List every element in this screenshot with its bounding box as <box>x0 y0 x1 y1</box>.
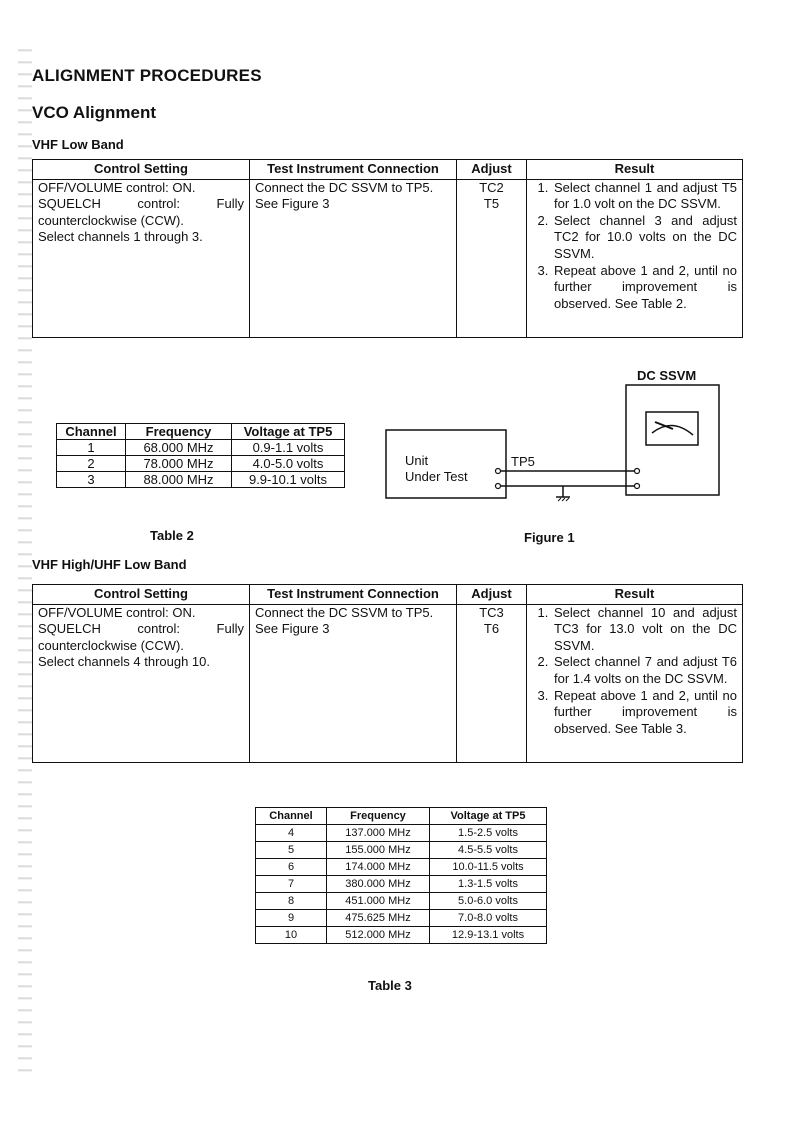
frequency-cell: 380.000 MHz <box>327 876 430 893</box>
header-adjust: Adjust <box>457 585 527 605</box>
header-channel: Channel <box>57 424 126 440</box>
voltage-cell: 5.0-6.0 volts <box>430 893 547 910</box>
header-result: Result <box>527 585 743 605</box>
frequency-cell: 475.625 MHz <box>327 910 430 927</box>
terminal <box>635 469 640 474</box>
voltage-cell: 4.5-5.5 volts <box>430 842 547 859</box>
table-row <box>57 472 345 488</box>
result-step: 3. Repeat above 1 and 2, until no further improvement is observed. See Table 2. <box>552 263 737 313</box>
channel-cell: 3 <box>57 472 126 488</box>
frequency-cell: 137.000 MHz <box>327 825 430 842</box>
alignment-table-vhf-low <box>32 159 743 338</box>
result-step: 2. Select channel 7 and adjust T6 for 1.4 volts on the DC SSVM. <box>552 654 737 687</box>
band-title-vhf-low: VHF Low Band <box>32 137 124 152</box>
table-header-row <box>33 585 743 605</box>
header-control-setting: Control Setting <box>33 585 250 605</box>
unit-under-test-box <box>386 430 506 498</box>
instrument-line: See Figure 3 <box>255 196 330 212</box>
header-voltage: Voltage at TP5 <box>430 808 547 825</box>
voltage-cell: 1.3-1.5 volts <box>430 876 547 893</box>
ground-hatch <box>562 498 565 501</box>
alignment-table-vhf-high <box>32 584 743 763</box>
table-row <box>256 825 547 842</box>
meter-label: DC SSVM <box>637 368 697 383</box>
voltage-cell: 7.0-8.0 volts <box>430 910 547 927</box>
frequency-cell: 174.000 MHz <box>327 859 430 876</box>
test-instrument-cell <box>250 179 457 337</box>
adjust-item: T6 <box>483 621 500 637</box>
frequency-cell: 512.000 MHz <box>327 927 430 944</box>
table-2-caption: Table 2 <box>150 528 194 543</box>
result-step: 3. Repeat above 1 and 2, until no further improvement is observed. See Table 3. <box>552 688 737 738</box>
table-2 <box>56 423 345 488</box>
figure-1-diagram <box>380 365 720 525</box>
control-setting-cell <box>33 604 250 762</box>
test-instrument-cell <box>250 604 457 762</box>
frequency-cell: 155.000 MHz <box>327 842 430 859</box>
table-3-caption: Table 3 <box>368 978 412 993</box>
channel-cell: 6 <box>256 859 327 876</box>
channel-cell: 2 <box>57 456 126 472</box>
control-line: SQUELCH control: Fully counterclockwise (CCW). <box>38 196 244 228</box>
voltage-cell: 12.9-13.1 volts <box>430 927 547 944</box>
adjust-item: TC3 <box>479 604 504 620</box>
header-test-instrument: Test Instrument Connection <box>250 160 457 180</box>
instrument-line: Connect the DC SSVM to TP5. <box>255 604 434 620</box>
frequency-cell: 88.000 MHz <box>126 472 232 488</box>
table-3 <box>255 807 547 944</box>
result-list <box>532 605 737 738</box>
tp5-label: TP5 <box>511 454 535 469</box>
voltage-cell: 4.0-5.0 volts <box>232 456 345 472</box>
channel-cell: 9 <box>256 910 327 927</box>
header-adjust: Adjust <box>457 160 527 180</box>
frequency-cell: 68.000 MHz <box>126 440 232 456</box>
result-step: 1. Select channel 1 and adjust T5 for 1.0 volt on the DC SSVM. <box>552 180 737 213</box>
unit-label-line1: Unit <box>405 453 429 468</box>
meter-box <box>626 385 719 495</box>
header-result: Result <box>527 160 743 180</box>
page-title: ALIGNMENT PROCEDURES <box>32 66 262 85</box>
scan-edge-artifact <box>18 40 32 1080</box>
band-title-vhf-high: VHF High/UHF Low Band <box>32 557 187 572</box>
voltage-cell: 1.5-2.5 volts <box>430 825 547 842</box>
table-row <box>256 910 547 927</box>
terminal <box>635 484 640 489</box>
channel-cell: 8 <box>256 893 327 910</box>
voltage-cell: 9.9-10.1 volts <box>232 472 345 488</box>
voltage-cell: 0.9-1.1 volts <box>232 440 345 456</box>
control-line: OFF/VOLUME control: ON. <box>38 604 196 620</box>
table-row <box>57 440 345 456</box>
table-row <box>256 876 547 893</box>
control-line: Select channels 4 through 10. <box>38 654 211 670</box>
result-list <box>532 180 737 313</box>
table-row <box>256 859 547 876</box>
terminal <box>496 484 501 489</box>
control-setting-cell <box>33 179 250 337</box>
section-title: VCO Alignment <box>32 103 157 122</box>
header-channel: Channel <box>256 808 327 825</box>
control-line: Select channels 1 through 3. <box>38 229 203 245</box>
instrument-line: Connect the DC SSVM to TP5. <box>255 179 434 195</box>
table-row <box>256 927 547 944</box>
channel-cell: 10 <box>256 927 327 944</box>
table-row <box>256 893 547 910</box>
adjust-item: TC2 <box>479 179 504 195</box>
frequency-cell: 78.000 MHz <box>126 456 232 472</box>
control-line: SQUELCH control: Fully counterclockwise (CCW). <box>38 621 244 653</box>
channel-cell: 4 <box>256 825 327 842</box>
table-header-row <box>57 424 345 440</box>
ground-hatch <box>566 498 569 501</box>
table-row <box>256 842 547 859</box>
header-frequency: Frequency <box>126 424 232 440</box>
header-test-instrument: Test Instrument Connection <box>250 585 457 605</box>
unit-label-line2: Under Test <box>405 469 468 484</box>
voltage-cell: 10.0-11.5 volts <box>430 859 547 876</box>
header-voltage: Voltage at TP5 <box>232 424 345 440</box>
channel-cell: 5 <box>256 842 327 859</box>
figure-1-caption: Figure 1 <box>524 530 575 545</box>
result-cell <box>527 604 743 762</box>
table-row <box>57 456 345 472</box>
result-step: 1. Select channel 10 and adjust TC3 for 13.0 volt on the DC SSVM. <box>552 605 737 655</box>
table-header-row <box>256 808 547 825</box>
table-row <box>33 179 743 337</box>
result-step: 2. Select channel 3 and adjust TC2 for 10.0 volts on the DC SSVM. <box>552 213 737 263</box>
ground-hatch <box>558 498 561 501</box>
adjust-cell <box>457 604 527 762</box>
adjust-cell <box>457 179 527 337</box>
control-line: OFF/VOLUME control: ON. <box>38 179 196 195</box>
channel-cell: 7 <box>256 876 327 893</box>
channel-cell: 1 <box>57 440 126 456</box>
result-cell <box>527 179 743 337</box>
terminal <box>496 469 501 474</box>
header-frequency: Frequency <box>327 808 430 825</box>
frequency-cell: 451.000 MHz <box>327 893 430 910</box>
instrument-line: See Figure 3 <box>255 621 330 637</box>
adjust-item: T5 <box>483 196 500 212</box>
header-control-setting: Control Setting <box>33 160 250 180</box>
table-row <box>33 604 743 762</box>
meter-arc <box>652 425 693 435</box>
table-header-row <box>33 160 743 180</box>
